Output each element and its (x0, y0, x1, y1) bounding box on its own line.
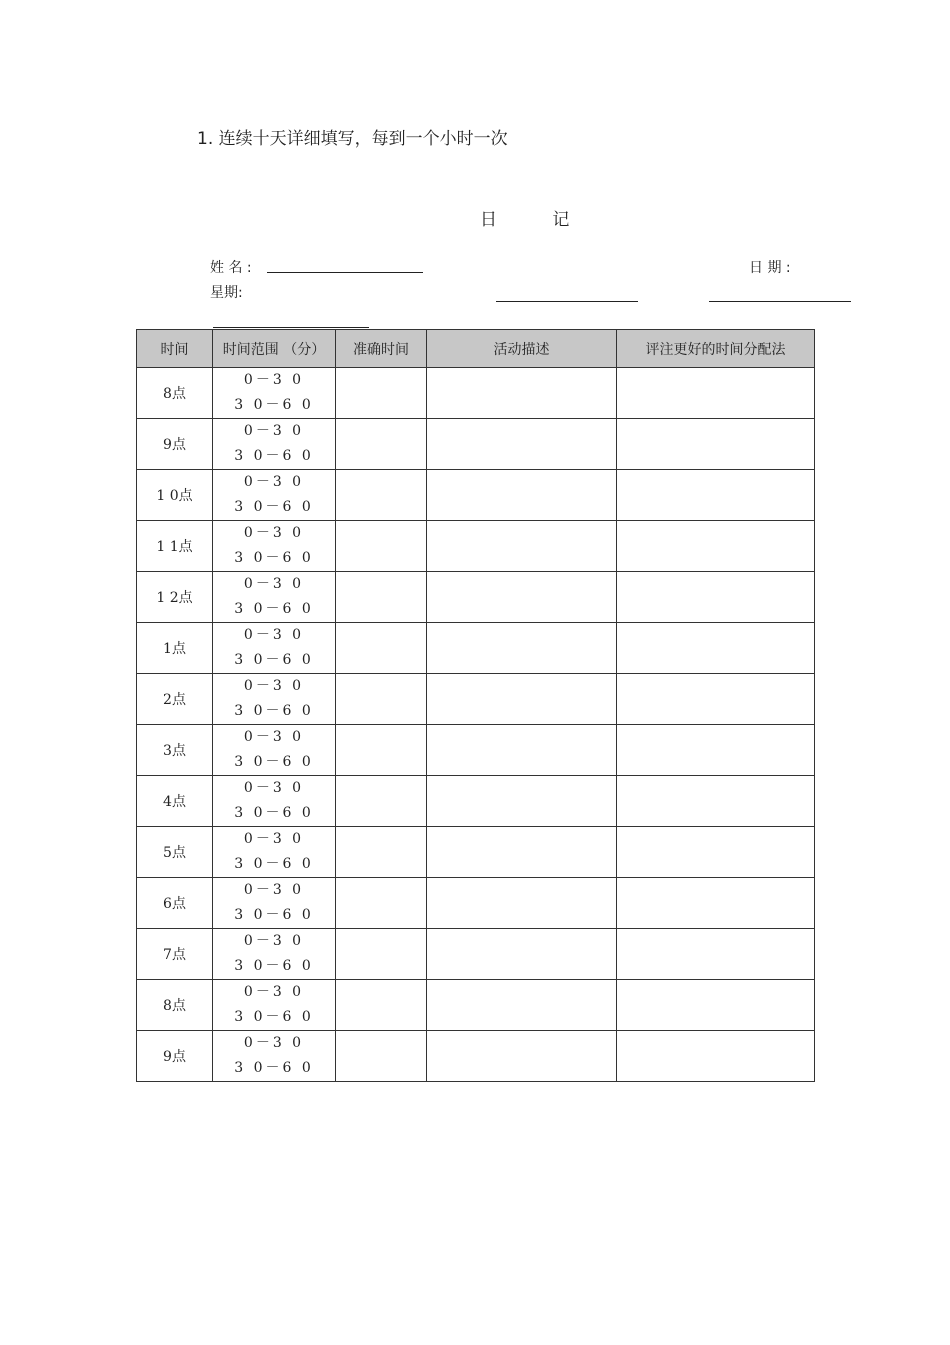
range-second: 3 0－6 0 (234, 1009, 314, 1025)
time-cell: 6点 (137, 878, 213, 929)
table-row (137, 776, 815, 827)
comment-cell[interactable] (617, 878, 815, 929)
range-second: 3 0－6 0 (234, 499, 314, 515)
activity-cell[interactable] (427, 674, 617, 725)
comment-cell[interactable] (617, 1031, 815, 1082)
range-cell (213, 776, 336, 827)
range-second: 3 0－6 0 (234, 958, 314, 974)
weekday-label: 星期: (210, 285, 243, 301)
time-cell: 2点 (137, 674, 213, 725)
activity-cell[interactable] (427, 521, 617, 572)
range-second: 3 0－6 0 (234, 550, 314, 566)
range-cell (213, 674, 336, 725)
range-first: 0－3 0 (243, 474, 305, 490)
range-second: 3 0－6 0 (234, 652, 314, 668)
range-cell (213, 623, 336, 674)
comment-cell[interactable] (617, 572, 815, 623)
page-title: 日 记 (480, 210, 595, 230)
diary-table (136, 329, 815, 1082)
activity-cell[interactable] (427, 1031, 617, 1082)
exact-time-cell[interactable] (336, 623, 427, 674)
exact-time-cell[interactable] (336, 470, 427, 521)
time-cell: 8点 (137, 980, 213, 1031)
date-field-line-1[interactable] (496, 301, 638, 302)
range-second: 3 0－6 0 (234, 448, 314, 464)
activity-cell[interactable] (427, 929, 617, 980)
exact-time-cell[interactable] (336, 521, 427, 572)
table-row (137, 368, 815, 419)
range-second: 3 0－6 0 (234, 907, 314, 923)
table-header-row (137, 330, 815, 368)
range-second: 3 0－6 0 (234, 856, 314, 872)
range-cell (213, 419, 336, 470)
exact-time-cell[interactable] (336, 827, 427, 878)
header-comment: 评注更好的时间分配法 (617, 330, 815, 368)
activity-cell[interactable] (427, 827, 617, 878)
exact-time-cell[interactable] (336, 1031, 427, 1082)
time-cell: 7点 (137, 929, 213, 980)
activity-cell[interactable] (427, 368, 617, 419)
comment-cell[interactable] (617, 725, 815, 776)
comment-cell[interactable] (617, 419, 815, 470)
range-first: 0－3 0 (243, 882, 305, 898)
exact-time-cell[interactable] (336, 368, 427, 419)
activity-cell[interactable] (427, 776, 617, 827)
comment-cell[interactable] (617, 827, 815, 878)
activity-cell[interactable] (427, 572, 617, 623)
range-first: 0－3 0 (243, 576, 305, 592)
exact-time-cell[interactable] (336, 674, 427, 725)
comment-cell[interactable] (617, 623, 815, 674)
table-row (137, 725, 815, 776)
range-cell (213, 980, 336, 1031)
range-first: 0－3 0 (243, 729, 305, 745)
exact-time-cell[interactable] (336, 980, 427, 1031)
exact-time-cell[interactable] (336, 929, 427, 980)
comment-cell[interactable] (617, 980, 815, 1031)
table-row (137, 572, 815, 623)
table-row (137, 980, 815, 1031)
activity-cell[interactable] (427, 419, 617, 470)
exact-time-cell[interactable] (336, 878, 427, 929)
name-label: 姓 名 : (210, 260, 252, 276)
range-first: 0－3 0 (243, 525, 305, 541)
range-second: 3 0－6 0 (234, 601, 314, 617)
table-row (137, 623, 815, 674)
range-cell (213, 368, 336, 419)
exact-time-cell[interactable] (336, 419, 427, 470)
table-row (137, 470, 815, 521)
time-cell: 3点 (137, 725, 213, 776)
range-second: 3 0－6 0 (234, 754, 314, 770)
table-row (137, 674, 815, 725)
time-cell: 1 0点 (137, 470, 213, 521)
range-first: 0－3 0 (243, 372, 305, 388)
activity-cell[interactable] (427, 878, 617, 929)
range-cell (213, 827, 336, 878)
range-cell (213, 572, 336, 623)
range-first: 0－3 0 (243, 984, 305, 1000)
time-cell: 9点 (137, 419, 213, 470)
range-cell (213, 929, 336, 980)
time-cell: 1 1点 (137, 521, 213, 572)
table-row (137, 929, 815, 980)
range-first: 0－3 0 (243, 627, 305, 643)
activity-cell[interactable] (427, 725, 617, 776)
range-second: 3 0－6 0 (234, 397, 314, 413)
range-first: 0－3 0 (243, 780, 305, 796)
range-first: 0－3 0 (243, 678, 305, 694)
comment-cell[interactable] (617, 776, 815, 827)
exact-time-cell[interactable] (336, 572, 427, 623)
date-field-line-2[interactable] (709, 301, 851, 302)
range-first: 0－3 0 (243, 933, 305, 949)
header-exact-time: 准确时间 (336, 330, 427, 368)
time-cell: 9点 (137, 1031, 213, 1082)
range-cell (213, 878, 336, 929)
table-row (137, 419, 815, 470)
range-cell (213, 725, 336, 776)
range-first: 0－3 0 (243, 1035, 305, 1051)
header-time-range: 时间范围 （分） (213, 330, 336, 368)
name-field-line[interactable] (267, 272, 423, 273)
activity-cell[interactable] (427, 980, 617, 1031)
date-label: 日 期 : (749, 260, 791, 276)
table-row (137, 878, 815, 929)
activity-cell[interactable] (427, 623, 617, 674)
activity-cell[interactable] (427, 470, 617, 521)
range-cell (213, 470, 336, 521)
time-cell: 1点 (137, 623, 213, 674)
instruction-text: 1. 连续十天详细填写，每到一个小时一次 (197, 129, 508, 149)
comment-cell[interactable] (617, 470, 815, 521)
header-time: 时间 (137, 330, 213, 368)
range-second: 3 0－6 0 (234, 703, 314, 719)
comment-cell[interactable] (617, 521, 815, 572)
range-second: 3 0－6 0 (234, 805, 314, 821)
exact-time-cell[interactable] (336, 776, 427, 827)
time-cell: 5点 (137, 827, 213, 878)
weekday-field-line[interactable] (213, 327, 369, 328)
table-row (137, 521, 815, 572)
time-cell: 1 2点 (137, 572, 213, 623)
table-row (137, 827, 815, 878)
range-cell (213, 521, 336, 572)
exact-time-cell[interactable] (336, 725, 427, 776)
range-first: 0－3 0 (243, 831, 305, 847)
range-cell (213, 1031, 336, 1082)
comment-cell[interactable] (617, 368, 815, 419)
header-activity: 活动描述 (427, 330, 617, 368)
comment-cell[interactable] (617, 674, 815, 725)
time-cell: 4点 (137, 776, 213, 827)
comment-cell[interactable] (617, 929, 815, 980)
range-first: 0－3 0 (243, 423, 305, 439)
time-cell: 8点 (137, 368, 213, 419)
range-second: 3 0－6 0 (234, 1060, 314, 1076)
table-row (137, 1031, 815, 1082)
